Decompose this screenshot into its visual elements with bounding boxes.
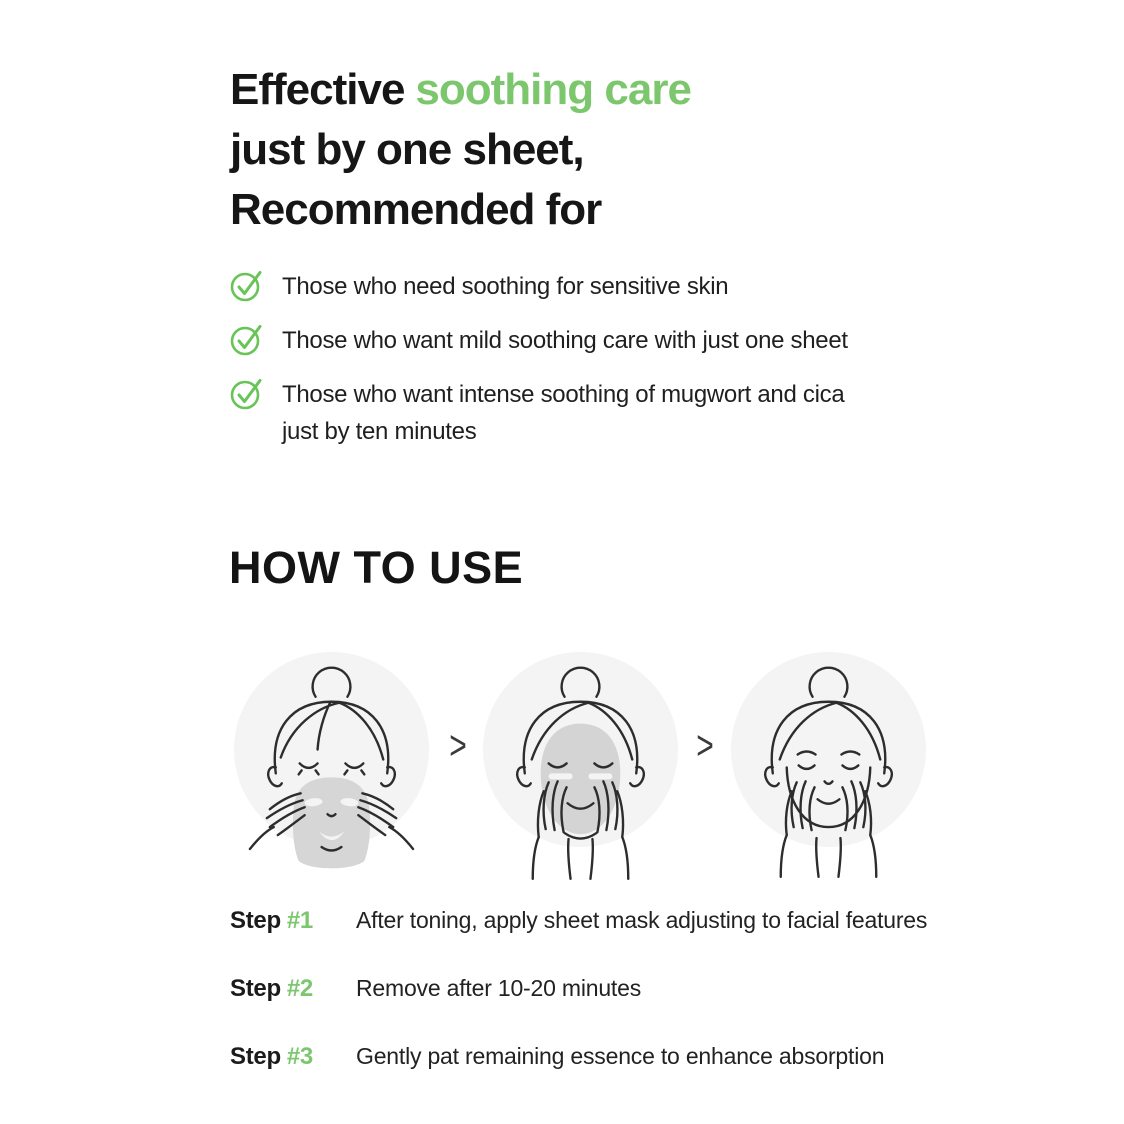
title-line-2: just by one sheet, [230,125,584,174]
how-to-use-heading: HOW TO USE [229,542,524,593]
step-label [230,1041,356,1072]
bullet-line: Those who need soothing for sensitive skin [282,273,729,300]
check-circle-icon [230,377,264,411]
pat-essence-illustration [731,652,926,847]
bullet-line: just by ten minutes [282,418,477,445]
mask-on-face-illustration [483,652,678,847]
how-to-use-illustrations [0,652,1124,852]
check-circle-icon [230,269,264,303]
next-step-arrow-icon: > [449,724,467,769]
step-label [230,973,356,1004]
title-line1-black: Effective [230,65,405,114]
step-label [230,905,356,936]
list-item [230,322,970,359]
bullet-lines [282,268,728,305]
title-line-1 [230,60,691,120]
list-item [230,376,970,450]
step-number: #3 [286,1043,313,1070]
step-description: After toning, apply sheet mask adjusting to facial features [356,907,928,933]
step-number: #2 [286,975,313,1002]
step-word: Step [230,907,281,934]
step-description: Remove after 10-20 minutes [356,975,641,1001]
bullet-lines [282,322,848,359]
page-title [230,60,691,240]
step-word: Step [230,975,281,1002]
list-item [230,268,970,305]
step-description: Gently pat remaining essence to enhance absorption [356,1043,885,1069]
title-line-3: Recommended for [230,185,602,234]
bullet-line: Those who want intense soothing of mugwort and cica [282,381,845,408]
how-to-use-steps [230,905,1080,1109]
recommended-for-list [230,268,970,467]
step-number: #1 [286,907,313,934]
step-row [230,1041,1080,1072]
check-circle-icon [230,323,264,357]
bullet-lines [282,376,844,450]
next-step-arrow-icon: > [696,724,714,769]
title-line1-green: soothing care [415,65,691,114]
step-row [230,973,1080,1004]
step-row [230,905,1080,936]
step-word: Step [230,1043,281,1070]
apply-sheet-mask-illustration [234,652,429,847]
bullet-line: Those who want mild soothing care with just one sheet [282,327,848,354]
